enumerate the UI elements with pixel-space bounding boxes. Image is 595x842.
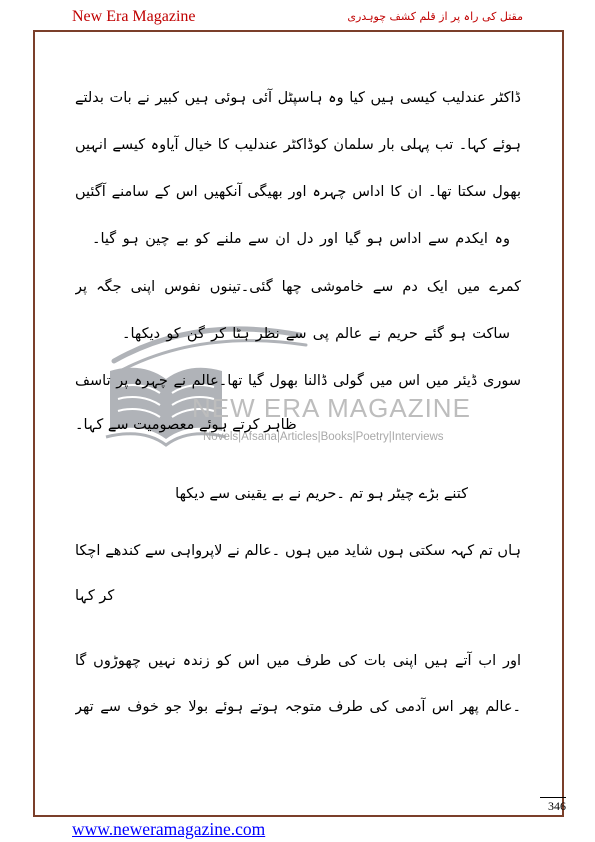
- text-line: ۔عالم پھر اس آدمی کی طرف متوجہ ہوتے ہوئے بولا جو خوف سے تھر: [75, 699, 521, 715]
- text-line: ہوئے کہا۔ تب پہلی بار سلمان کوڈاکٹر عندلیب کا خیال آیاوہ کیسے انہیں: [75, 137, 521, 153]
- page-number: 346: [540, 797, 566, 814]
- text-line: کمرے میں ایک دم سے خاموشی چھا گئی۔تینوں نفوس اپنی جگہ پر: [75, 279, 521, 295]
- text-line: کر کہا: [75, 588, 115, 604]
- watermark-title: NEW ERA MAGAZINE: [192, 393, 471, 423]
- magazine-name: New Era Magazine: [72, 8, 196, 25]
- text-line: اور اب آتے ہیں اپنی بات کی طرف میں اس کو زندہ نہیں چھوڑوں گا: [75, 653, 521, 669]
- text-line: ہاں تم کہہ سکتی ہوں شاید میں ہوں ۔عالم نے لاپرواہی سے کندھے اچکا: [75, 543, 521, 559]
- watermark-subtitle: Novels|Afsana|Articles|Books|Poetry|Interviews: [203, 431, 444, 443]
- text-line: سوری ڈیئر میں اس میں گولی ڈالنا بھول گیا تھا۔عالم نے چہرہ پر تاسف: [75, 373, 521, 389]
- text-line: ساکت ہو گئے حریم نے عالم پی سے نظر ہٹا کر گن کو دیکھا۔: [122, 326, 510, 342]
- text-line: بھول سکتا تھا۔ ان کا اداس چہرہ اور بھیگی آنکھیں اس کے سامنے آگئیں: [75, 184, 521, 200]
- text-line: ظاہر کرتے ہوئے معصومیت سے کہا۔: [75, 417, 297, 433]
- text-line: ڈاکٹر عندلیب کیسی ہیں کیا وہ ہاسپٹل آئی ہوئی ہیں کبیر نے بات بدلتے: [75, 90, 521, 106]
- website-link[interactable]: www.neweramagazine.com: [72, 819, 266, 839]
- story-title: مقتل کی راہ پر از قلم کشف چوہدری: [347, 10, 523, 23]
- text-line: وہ ایکدم سے اداس ہو گیا اور دل ان سے ملنے کو بے چین ہو گیا۔: [92, 231, 510, 247]
- text-line: کتنے بڑے چیٹر ہو تم ۔حریم نے بے یقینی سے دیکھا: [175, 486, 468, 502]
